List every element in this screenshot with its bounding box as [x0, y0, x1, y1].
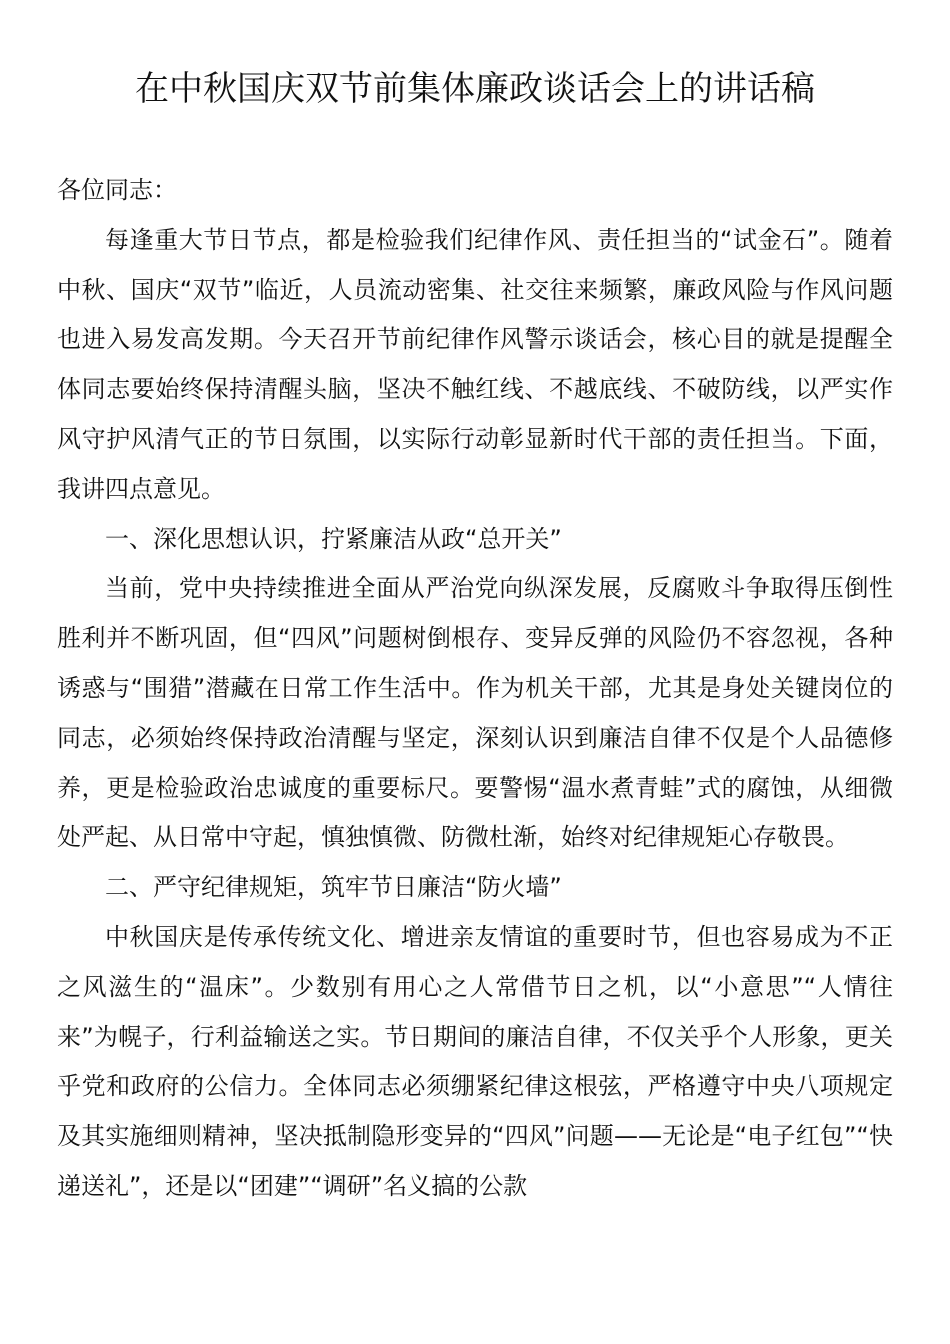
section-heading-2: 二、严守纪律规矩，筑牢节日廉洁“防火墙” — [105, 873, 562, 902]
paragraph-section-1: 当前，党中央持续推进全面从严治党向纵深发展，反腐败斗争取得压倒性胜利并不断巩固，但“四风”问题树倒根存、变异反弹的风险仍不容忽视，各种诱惑与“围猎”潜藏在日常工作生活中。作为机关干部，尤其是身处关键岗位的同志，必须始终保持政治清醒与坚定，深刻认识到廉洁自律不仅是个人品德修养，更是检验政治忠诚度的重要标尺。要警惕“温水煮青蛙”式的腐蚀，从细微处严起、从日常中守起，慎独慎微、防微杜渐，始终对纪律规矩心存敬畏。 — [57, 574, 893, 852]
paragraph-intro: 每逢重大节日节点，都是检验我们纪律作风、责任担当的“试金石”。随着中秋、国庆“双节”临近，人员流动密集、社交往来频繁，廉政风险与作风问题也进入易发高发期。今天召开节前纪律作风警示谈话会，核心目的就是提醒全体同志要始终保持清醒头脑，坚决不触红线、不越底线、不破防线，以严实作风守护风清气正的节日氛围，以实际行动彰显新时代干部的责任担当。下面，我讲四点意见。 — [57, 225, 893, 503]
paragraph-section-2: 中秋国庆是传承传统文化、增进亲友情谊的重要时节，但也容易成为不正之风滋生的“温床”。少数别有用心之人常借节日之机，以“小意思”“人情往来”为幌子，行利益输送之实。节日期间的廉洁自律，不仅关乎个人形象，更关乎党和政府的公信力。全体同志必须绷紧纪律这根弦，严格遵守中央八项规定及其实施细则精神，坚决抵制隐形变异的“四风”问题——无论是“电子红包”“快递送礼”，还是以“团建”“调研”名义搞的公款 — [57, 922, 893, 1200]
section-heading-1: 一、深化思想认识，拧紧廉洁从政“总开关” — [105, 524, 562, 553]
salutation: 各位同志： — [57, 176, 177, 204]
document-title: 在中秋国庆双节前集体廉政谈话会上的讲话稿 — [135, 69, 815, 109]
document-body — [57, 166, 893, 1212]
